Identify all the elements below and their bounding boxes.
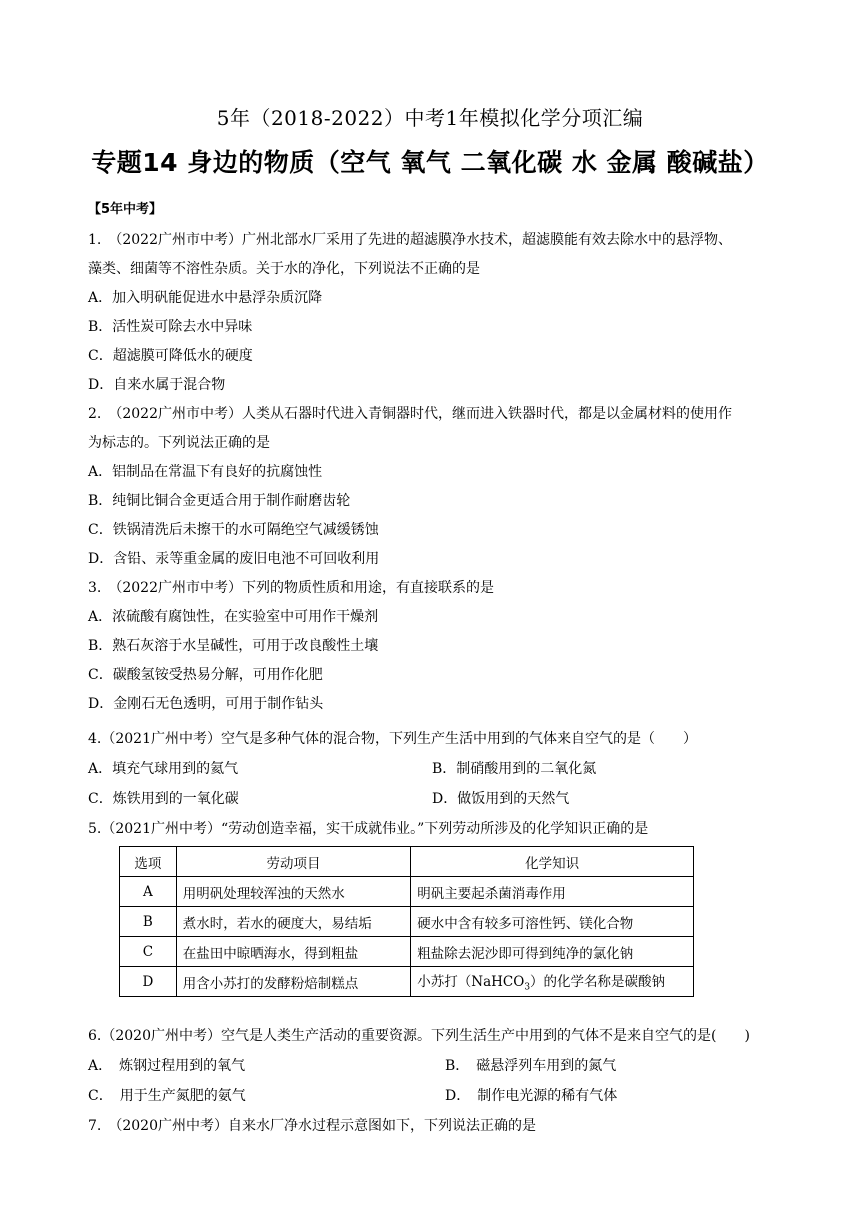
q4-option-b: B．制硝酸用到的二氧化氮 xyxy=(432,761,597,777)
table-cell-knowledge: 粗盐除去泥沙即可得到纯净的氯化钠 xyxy=(411,937,694,967)
table-cell-knowledge: 明矾主要起杀菌消毒作用 xyxy=(411,877,694,907)
q4-option-d: D．做饭用到的天然气 xyxy=(432,791,570,807)
table-header-knowledge: 化学知识 xyxy=(411,847,694,877)
q6-stem-line1: 6.（2020广州中考）空气是人类生产活动的重要资源。下列生活生产中用到的气体不是来自空气的是( ) xyxy=(88,1028,750,1044)
table-cell-item: 在盐田中晾晒海水，得到粗盐 xyxy=(176,937,411,967)
q1-option-d: D．自来水属于混合物 xyxy=(88,377,226,393)
table-row xyxy=(120,907,694,937)
table-cell-option: C xyxy=(120,937,177,967)
q1-option-a: A．加入明矾能促进水中悬浮杂质沉降 xyxy=(88,290,323,306)
subscript-3: 3 xyxy=(524,982,531,993)
q2-stem-line2: 为标志的。下列说法正确的是 xyxy=(88,435,270,451)
q3-option-b: B．熟石灰溶于水呈碱性，可用于改良酸性土壤 xyxy=(88,638,379,654)
q4-option-a: A．填充气球用到的氦气 xyxy=(88,761,239,777)
table-cell-item: 用含小苏打的发酵粉焙制糕点 xyxy=(176,967,411,997)
q6-option-b: B． 磁悬浮列车用到的氮气 xyxy=(445,1058,617,1074)
table-row xyxy=(120,877,694,907)
table-row xyxy=(120,937,694,967)
q5-stem-line1: 5.（2021广州中考）“劳动创造幸福，实干成就伟业。”下列劳动所涉及的化学知识正确的是 xyxy=(88,821,649,837)
knowledge-text-post: ）的化学名称是碳酸钠 xyxy=(530,974,666,991)
q2-option-b: B．纯铜比铜合金更适合用于制作耐磨齿轮 xyxy=(88,493,351,509)
table-header-item: 劳动项目 xyxy=(176,847,411,877)
table-row xyxy=(120,967,694,997)
q1-stem-line2: 藻类、细菌等不溶性杂质。关于水的净化，下列说法不正确的是 xyxy=(88,261,480,277)
q1-option-b: B．活性炭可除去水中异味 xyxy=(88,319,253,335)
q7-stem-line1: 7. （2020广州中考）自来水厂净水过程示意图如下，下列说法正确的是 xyxy=(88,1118,536,1134)
q6-option-c: C． 用于生产氮肥的氨气 xyxy=(88,1088,246,1104)
q2-option-c: C．铁锅清洗后未擦干的水可隔绝空气减缓锈蚀 xyxy=(88,522,379,538)
table-cell-option: A xyxy=(120,877,177,907)
q2-option-a: A．铝制品在常温下有良好的抗腐蚀性 xyxy=(88,464,323,480)
q3-option-c: C．碳酸氢铵受热易分解，可用作化肥 xyxy=(88,667,323,683)
table-cell-item: 用明矾处理较浑浊的天然水 xyxy=(176,877,411,907)
knowledge-text-pre: 小苏打（NaHCO xyxy=(417,974,525,991)
q3-stem-line1: 3. （2022广州市中考）下列的物质性质和用途，有直接联系的是 xyxy=(88,580,494,596)
q2-option-d: D．含铅、汞等重金属的废旧电池不可回收利用 xyxy=(88,551,380,567)
q3-option-d: D．金刚石无色透明，可用于制作钻头 xyxy=(88,696,324,712)
q4-stem-line1: 4.（2021广州中考）空气是多种气体的混合物，下列生产生活中用到的气体来自空气的是（ ） xyxy=(88,731,697,747)
document-title: 专题14 身边的物质（空气 氧气 二氧化碳 水 金属 酸碱盐） xyxy=(91,148,769,177)
q3-option-a: A．浓硫酸有腐蚀性，在实验室中可用作干燥剂 xyxy=(88,609,379,625)
q6-option-d: D． 制作电光源的稀有气体 xyxy=(445,1088,618,1104)
table-cell-option: D xyxy=(120,967,177,997)
q6-option-a: A． 炼钢过程用到的氧气 xyxy=(88,1058,246,1074)
q1-stem-line1: 1. （2022广州市中考）广州北部水厂采用了先进的超滤膜净水技术，超滤膜能有效去除水中的悬浮物、 xyxy=(88,232,732,248)
table-cell-knowledge xyxy=(411,967,694,997)
q5-options-table xyxy=(119,846,694,997)
table-header-row xyxy=(120,847,694,877)
document-subtitle: 5年（2018-2022）中考1年模拟化学分项汇编 xyxy=(216,106,644,130)
q4-option-c: C．炼铁用到的一氧化碳 xyxy=(88,791,239,807)
table-cell-knowledge: 硬水中含有较多可溶性钙、镁化合物 xyxy=(411,907,694,937)
table-header-option: 选项 xyxy=(120,847,177,877)
table-cell-item: 煮水时，若水的硬度大，易结垢 xyxy=(176,907,411,937)
section-label: 【5年中考】 xyxy=(88,202,163,217)
q1-option-c: C．超滤膜可降低水的硬度 xyxy=(88,348,253,364)
q2-stem-line1: 2. （2022广州市中考）人类从石器时代进入青铜器时代，继而进入铁器时代，都是以金属材料的使用作 xyxy=(88,406,732,422)
table-cell-option: B xyxy=(120,907,177,937)
